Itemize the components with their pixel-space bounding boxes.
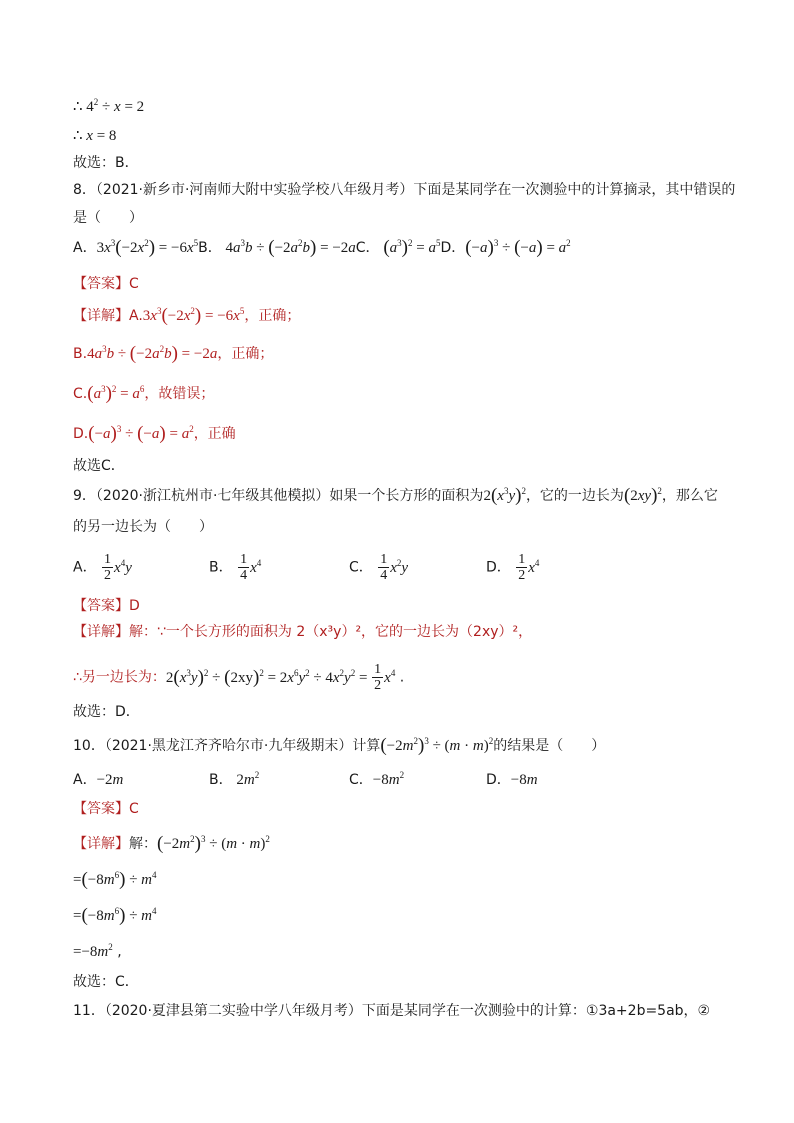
q10-stem: 10．（2021·黑龙江齐齐哈尔市·九年级期末）计算$(-2m^2)^3 \div (m \cdot m)^2$的结果是（ ） bbox=[73, 735, 606, 756]
q9-answer: 【答案】D bbox=[73, 598, 140, 614]
q8-detail-c: $C.(a^3)^2 = a^6$，故错误； bbox=[73, 383, 215, 404]
q8-option-b-expr: $4a^3b \div (-2a^2b) = -2a$ bbox=[221, 237, 356, 258]
q11-stem: 11．（2020·夏津县第二实验中学八年级月考）下面是某同学在一次测验中的计算：①3a+2b=5ab，② bbox=[73, 1003, 711, 1019]
q9-therefore: ∴另一边长为：$2(x^3y)^2 \div (2xy)^2 = 2x^6y^2 \div 4x^2y^2$ = $\frac{1}{2}$ $x^4$ . bbox=[73, 662, 405, 693]
q10-step-3: $=-8m^2$ , bbox=[73, 942, 122, 960]
q8-option-d-label: D． bbox=[440, 240, 466, 256]
q8-answer: 【答案】C bbox=[73, 276, 139, 292]
q8-detail-b: $B.4a^3b \div (-2a^2b) = -2a$，正确； bbox=[73, 343, 274, 364]
q8-option-d-expr: $(-a)^3 \div (-a) = a^2$ bbox=[465, 237, 571, 258]
q10-step-2: $=(-8m^6) \div m^4$ bbox=[73, 905, 157, 926]
q9-option-d: D． $\frac{1}{2}$ $x^4$ bbox=[486, 552, 540, 583]
q8-stem-line2: 是（ ） bbox=[73, 210, 143, 226]
q9-option-b: B． $\frac{1}{4}$ $x^4$ bbox=[209, 552, 262, 583]
q10-option-d: D．−8m bbox=[486, 772, 538, 788]
q9-option-c: C． $\frac{1}{4}$ $x^2y$ bbox=[349, 552, 409, 583]
prev-choice: 故选：B． bbox=[73, 155, 139, 171]
q9-detail: 【详解】解：∵一个长方形的面积为 2（x³y）²，它的一边长为（2xy）²， bbox=[73, 624, 533, 640]
q8-option-b-label: B． bbox=[198, 240, 222, 256]
prev-step-2: ∴ x = 8 bbox=[73, 128, 117, 144]
q10-answer: 【答案】C bbox=[73, 801, 139, 817]
q8-stem-line1: 8．（2021·新乡市·河南师大附中实验学校八年级月考）下面是某同学在一次测验中的计算摘录，其中错误的 bbox=[73, 182, 736, 198]
q9-stem-line1: 9．（2020·浙江杭州市·七年级其他模拟）如果一个长方形的面积为$2(x^3y)^2$，它的一边长为$(2xy)^2$，那么它 bbox=[73, 485, 718, 506]
q10-option-a: A．−2m bbox=[73, 772, 124, 788]
q10-detail: 【详解】解：$(-2m^2)^3 \div (m \cdot m)^2$ bbox=[73, 833, 270, 854]
q10-option-c: C．$-8m^2$ bbox=[349, 770, 405, 788]
q10-option-b: B． $2m^2$ bbox=[209, 770, 260, 788]
q9-option-a: A． $\frac{1}{2}$ $x^4y$ bbox=[73, 552, 132, 583]
q8-option-c-expr: $(a^3)^2 = a^5$ bbox=[383, 237, 441, 258]
q8-option-a-label: A． bbox=[73, 240, 97, 256]
q8-detail-d: $D.(-a)^3 \div (-a) = a^2$，正确 bbox=[73, 423, 236, 444]
q9-choice: 故选：D． bbox=[73, 704, 140, 720]
q8-option-c-label: C． bbox=[355, 240, 380, 256]
q8-choice: 故选C． bbox=[73, 458, 125, 474]
q10-choice: 故选：C． bbox=[73, 974, 139, 990]
q10-step-1: $=(-8m^6) \div m^4$ bbox=[73, 869, 157, 890]
q9-stem-line2: 的另一边长为（ ） bbox=[73, 519, 213, 535]
q8-detail-a: 【详解】$A.3x^3(-2x^2) = -6x^5$，正确； bbox=[73, 305, 301, 326]
q8-option-a-expr: $3x^3(-2x^2) = -6x^5$ bbox=[96, 237, 199, 258]
q8-options bbox=[73, 238, 571, 258]
prev-step-1: ∴ $4^2 \div x = 2$ bbox=[73, 97, 145, 115]
